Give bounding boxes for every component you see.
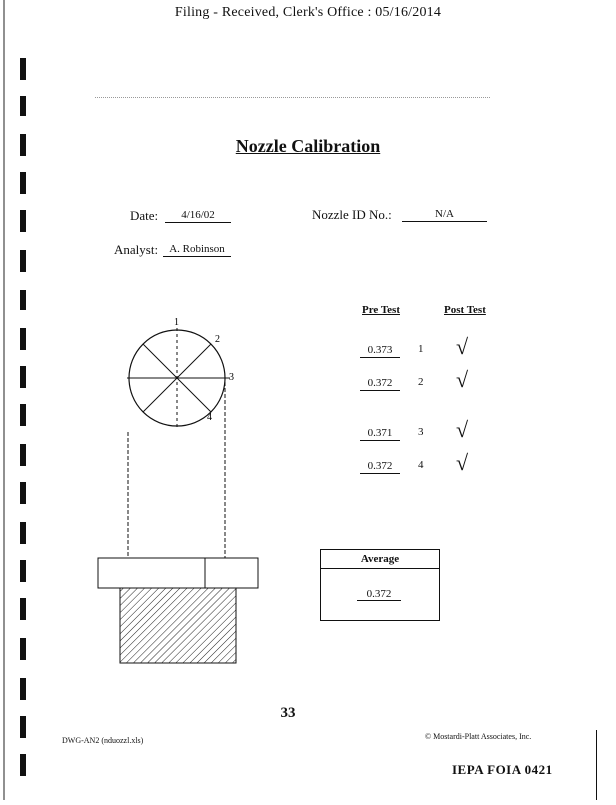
page-number: 33 (280, 705, 296, 721)
nozzle-id-label: Nozzle ID No.: (312, 207, 392, 222)
binder-mark (20, 404, 26, 426)
pre-test-header: Pre Test (362, 304, 400, 316)
right-edge-line (596, 730, 597, 800)
nozzle-base (98, 558, 258, 588)
nozzle-diagram (90, 310, 280, 670)
average-box (320, 549, 440, 621)
analyst-value: A. Robinson (163, 243, 231, 257)
footer-copyright: © Mostardi-Platt Associates, Inc. (425, 732, 532, 741)
pre-test-value-3: 0.371 (360, 427, 400, 441)
binder-mark (20, 754, 26, 776)
binder-mark-strip (0, 0, 40, 800)
average-label: Average (321, 550, 439, 569)
post-test-check-1: √ (456, 334, 469, 359)
point-number-4: 4 (418, 459, 424, 471)
diagram-label-3: 3 (229, 372, 234, 383)
binder-mark (20, 290, 26, 310)
pre-test-value-2: 0.372 (360, 377, 400, 391)
post-test-check-2: √ (456, 367, 469, 392)
analyst-label: Analyst: (114, 242, 159, 257)
average-value: 0.372 (357, 588, 401, 601)
binder-marks (0, 0, 40, 800)
pre-test-value-1: 0.373 (360, 344, 400, 358)
diagram-label-1: 1 (174, 317, 179, 328)
point-number-3: 3 (418, 426, 424, 438)
binder-mark (20, 522, 26, 544)
binder-mark (20, 58, 26, 80)
diagram-label-2: 2 (215, 334, 220, 345)
binder-mark (20, 172, 26, 194)
binder-mark (20, 210, 26, 232)
post-test-check-4: √ (456, 450, 469, 475)
post-test-header: Post Test (444, 304, 486, 316)
date-label: Date: (130, 208, 159, 223)
binder-mark (20, 328, 26, 350)
point-number-1: 1 (418, 343, 424, 355)
hatched-mount (120, 588, 236, 663)
page-title: Nozzle Calibration (235, 136, 381, 156)
binder-mark (20, 598, 26, 620)
dotted-rule (95, 97, 490, 98)
point-number-2: 2 (418, 376, 424, 388)
binder-mark (20, 560, 26, 582)
date-value: 4/16/02 (165, 209, 231, 223)
binder-mark (20, 678, 26, 700)
pre-test-value-4: 0.372 (360, 460, 400, 474)
nozzle-id-value: N/A (402, 208, 487, 222)
binder-mark (20, 482, 26, 504)
filing-stamp: Filing - Received, Clerk's Office : 05/16/2014 (174, 5, 442, 20)
binder-mark (20, 250, 26, 272)
footer-file-reference: DWG-AN2 (nduozzl.xls) (62, 736, 144, 745)
post-test-check-3: √ (456, 417, 469, 442)
binder-mark (20, 444, 26, 466)
diagram-label-4: 4 (207, 412, 212, 423)
binder-mark (20, 638, 26, 660)
binder-mark (20, 96, 26, 116)
binder-mark (20, 366, 26, 388)
foia-stamp: IEPA FOIA 0421 (452, 762, 553, 777)
